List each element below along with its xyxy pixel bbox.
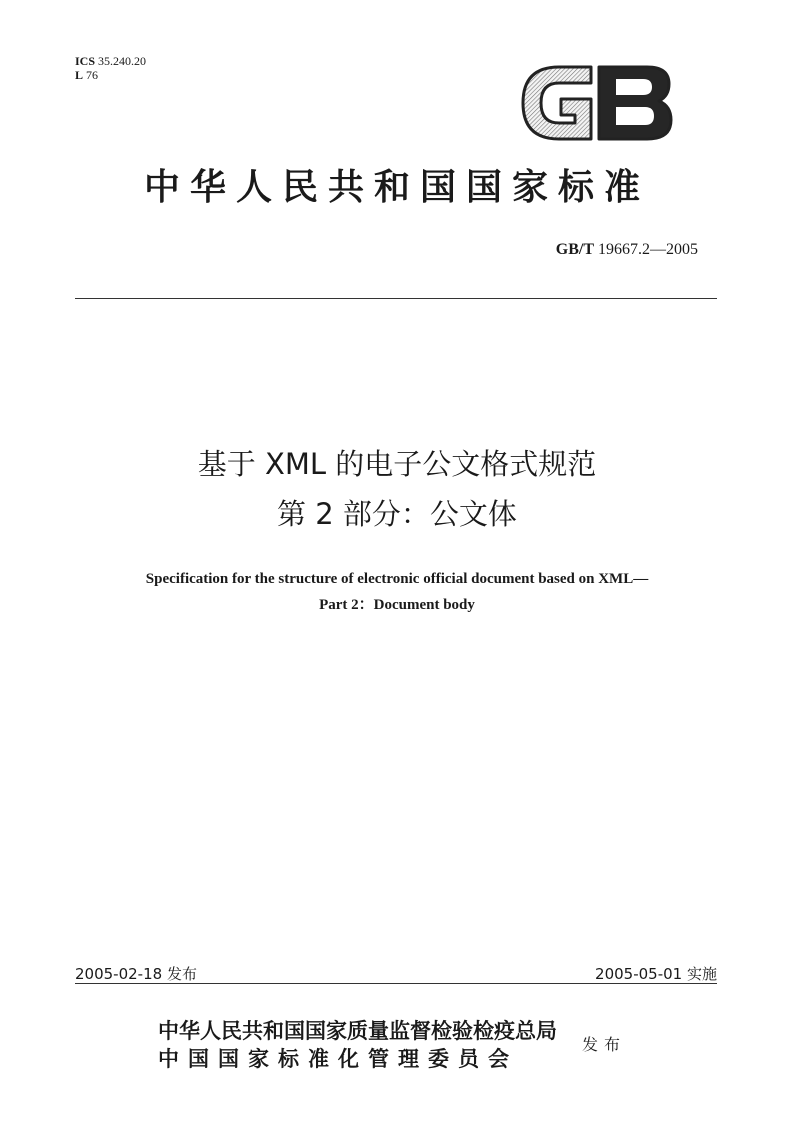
english-title-line2: Part 2：Document body — [319, 597, 475, 613]
ccs-label: L — [75, 68, 84, 82]
bottom-divider — [75, 983, 717, 984]
issuer-line2: 中国国家标准化管理委员会 — [158, 1047, 518, 1071]
logo-b-letter — [599, 67, 671, 139]
implementation-date: 2005-05-01 实施 — [595, 965, 717, 983]
issuing-authorities — [158, 1017, 557, 1073]
logo-g-letter — [523, 67, 591, 139]
ics-line — [75, 54, 146, 68]
chinese-title-line2: 第 2 部分：公文体 — [277, 497, 517, 531]
chinese-title — [0, 444, 794, 534]
english-title — [0, 566, 794, 618]
ccs-code: 76 — [86, 68, 99, 82]
issuer-line1: 中华人民共和国国家质量监督检验检疫总局 — [158, 1019, 557, 1043]
classification-codes — [75, 54, 146, 82]
ccs-line — [75, 68, 146, 82]
ics-label: ICS — [75, 54, 96, 68]
standard-code: 19667.2—2005 — [598, 241, 698, 258]
publish-label: 发布 — [582, 1035, 627, 1054]
gb-logo — [519, 63, 674, 143]
top-divider — [75, 298, 717, 299]
standard-number — [556, 241, 698, 259]
national-standard-heading: 中华人民共和国国家标准 — [143, 167, 650, 208]
issue-date: 2005-02-18 发布 — [75, 965, 197, 983]
ics-code: 35.240.20 — [98, 54, 147, 68]
chinese-title-line1: 基于 XML 的电子公文格式规范 — [197, 447, 597, 481]
english-title-line1: Specification for the structure of electronic official document based on XML— — [145, 571, 649, 587]
standard-prefix: GB/T — [555, 241, 594, 258]
